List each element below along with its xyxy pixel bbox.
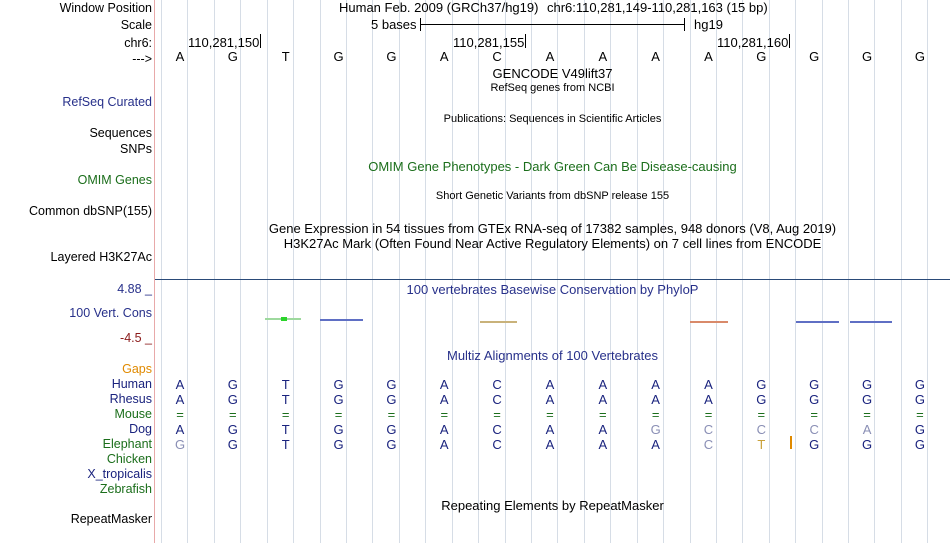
aligned-base: G [227, 392, 238, 407]
aligned-base: G [174, 437, 186, 452]
aligned-base: C [492, 422, 502, 437]
dbsnp-track-label[interactable]: Common dbSNP(155) [29, 204, 152, 218]
db-text: hg19 [694, 17, 723, 32]
phylop-bar-5 [796, 321, 839, 323]
aligned-base: A [439, 392, 449, 407]
aligned-base: G [756, 377, 767, 392]
aligned-base: A [598, 437, 608, 452]
sequence-base: G [861, 49, 873, 64]
sequences-track-label[interactable]: Sequences [89, 126, 152, 140]
scale-bar [420, 24, 685, 25]
coord-tick-2 [525, 34, 526, 48]
aligned-base: G [333, 422, 344, 437]
aligned-base: G [650, 422, 661, 437]
aligned-base: A [175, 392, 185, 407]
aligned-base: G [227, 377, 238, 392]
assembly-text: Human Feb. 2009 (GRCh37/hg19) [339, 0, 539, 15]
sequence-base: A [704, 49, 713, 64]
scale-bar-right-tick [684, 18, 685, 31]
species-label-dog[interactable]: Dog [129, 422, 152, 436]
sequence-base: A [545, 49, 555, 64]
refseq-track-title[interactable]: RefSeq genes from NCBI [490, 82, 615, 94]
aligned-base: G [861, 392, 873, 407]
aligned-base: T [281, 437, 290, 452]
gencode-track-title[interactable]: GENCODE V49lift37 [492, 66, 613, 81]
aligned-base: G [809, 392, 820, 407]
species-label-mouse[interactable]: Mouse [114, 407, 152, 421]
aligned-base: G [809, 437, 820, 452]
species-label-zebrafish[interactable]: Zebrafish [99, 482, 152, 496]
aligned-base: C [492, 437, 502, 452]
phylop-track-label[interactable]: 100 Vert. Cons [69, 306, 152, 320]
scale-label[interactable]: Scale [120, 18, 152, 32]
aligned-base: = [651, 407, 660, 422]
aligned-base: = [863, 407, 871, 422]
aligned-base: A [704, 377, 713, 392]
aligned-base: G [386, 377, 397, 392]
aligned-base: A [704, 392, 713, 407]
sequence-base: G [227, 49, 238, 64]
aligned-base: A [545, 422, 555, 437]
alignment-gap-marker [790, 436, 792, 449]
coord-tick-1 [260, 34, 261, 48]
aligned-base: = [704, 407, 713, 422]
omim-track-title[interactable]: OMIM Gene Phenotypes - Dark Green Can Be Disease-causing [368, 159, 737, 174]
aligned-base: G [861, 437, 873, 452]
phylop-max-value: 4.88 _ [117, 282, 152, 296]
aligned-base: = [387, 407, 396, 422]
aligned-base: G [914, 392, 925, 407]
coord-label-1: 110,281,150 [188, 35, 260, 50]
aligned-base: G [914, 377, 925, 392]
aligned-base: = [810, 407, 818, 422]
sequence-base: A [651, 49, 660, 64]
aligned-base: T [281, 392, 290, 407]
window-position-label[interactable]: Window Position [59, 1, 152, 15]
phylop-peak-1 [281, 317, 287, 321]
aligned-base: G [333, 377, 344, 392]
aligned-base: = [599, 407, 607, 422]
species-label-x_tropicalis[interactable]: X_tropicalis [87, 467, 152, 481]
coord-label-2: 110,281,155 [453, 35, 525, 50]
aligned-base: = [229, 407, 237, 422]
aligned-base: A [651, 437, 660, 452]
aligned-base: A [545, 437, 555, 452]
aligned-base: G [227, 422, 238, 437]
aligned-base: A [598, 392, 608, 407]
species-label-elephant[interactable]: Elephant [102, 437, 152, 451]
sequence-base: A [439, 49, 449, 64]
aligned-base: G [914, 422, 925, 437]
h3k27ac-track-title[interactable]: H3K27Ac Mark (Often Found Near Active Regulatory Elements) on 7 cell lines from ENCODE [283, 236, 822, 251]
aligned-base: A [439, 422, 449, 437]
gaps-track-label[interactable]: Gaps [122, 362, 152, 376]
omim-track-label[interactable]: OMIM Genes [77, 173, 152, 187]
sequence-base: G [809, 49, 820, 64]
aligned-base: C [492, 377, 502, 392]
aligned-base: A [439, 437, 449, 452]
aligned-base: C [703, 422, 714, 437]
aligned-base: G [386, 392, 397, 407]
sequence-base: G [756, 49, 767, 64]
position-text: chr6:110,281,149-110,281,163 (15 bp) [547, 0, 768, 15]
sequence-base: A [175, 49, 185, 64]
sequence-base: G [914, 49, 925, 64]
aligned-base: A [598, 377, 608, 392]
aligned-base: A [175, 377, 185, 392]
phylop-bar-2 [320, 319, 363, 321]
sequence-base: A [598, 49, 608, 64]
aligned-base: A [651, 392, 660, 407]
aligned-base: G [809, 377, 820, 392]
sequence-base: G [386, 49, 397, 64]
snps-track-label[interactable]: SNPs [120, 142, 152, 156]
aligned-base: A [175, 422, 185, 437]
sequence-base: T [281, 49, 290, 64]
sequence-base: C [492, 49, 502, 64]
aligned-base: = [334, 407, 343, 422]
phylop-bar-6 [850, 321, 892, 323]
aligned-base: C [756, 422, 767, 437]
aligned-base: A [651, 377, 660, 392]
aligned-base: C [703, 437, 714, 452]
sequence-base: G [333, 49, 344, 64]
aligned-base: G [333, 392, 344, 407]
chrom-label[interactable]: chr6: [124, 36, 152, 50]
phylop-track-title[interactable]: 100 vertebrates Basewise Conservation by PhyloP [406, 282, 699, 297]
aligned-base: A [439, 377, 449, 392]
h3k27ac-track-label[interactable]: Layered H3K27Ac [50, 250, 152, 264]
aligned-base: G [227, 437, 238, 452]
dbsnp-track-title[interactable]: Short Genetic Variants from dbSNP release 155 [435, 190, 670, 202]
strand-arrow-label[interactable]: ---> [132, 52, 152, 66]
aligned-base: T [757, 437, 766, 452]
publications-track-title[interactable]: Publications: Sequences in Scientific Articles [443, 113, 662, 125]
aligned-base: A [862, 422, 872, 437]
aligned-base: G [914, 437, 925, 452]
aligned-base: = [281, 407, 290, 422]
aligned-base: = [916, 407, 924, 422]
aligned-base: A [545, 392, 555, 407]
phylop-bar-4 [690, 321, 728, 323]
refseq-track-label[interactable]: RefSeq Curated [62, 95, 152, 109]
gtex-track-title[interactable]: Gene Expression in 54 tissues from GTEx RNA-seq of 17382 samples, 948 donors (V8, Aug 2019) [268, 221, 837, 236]
aligned-base: = [757, 407, 766, 422]
aligned-base: C [492, 392, 502, 407]
aligned-base: G [386, 422, 397, 437]
scale-text: 5 bases [371, 17, 417, 32]
aligned-base: = [546, 407, 554, 422]
multiz-track-title[interactable]: Multiz Alignments of 100 Vertebrates [446, 348, 658, 363]
repeatmasker-track-title[interactable]: Repeating Elements by RepeatMasker [441, 498, 664, 513]
phylop-bar-3 [480, 321, 517, 323]
species-label-human[interactable]: Human [111, 377, 152, 391]
aligned-base: G [861, 377, 873, 392]
aligned-base: A [545, 377, 555, 392]
aligned-base: C [809, 422, 819, 437]
repeatmasker-track-label[interactable]: RepeatMasker [70, 512, 152, 526]
track-separator [155, 279, 950, 280]
aligned-base: T [281, 377, 290, 392]
aligned-base: G [756, 392, 767, 407]
aligned-base: = [493, 407, 501, 422]
species-label-chicken[interactable]: Chicken [106, 452, 152, 466]
coord-label-3: 110,281,160 [717, 35, 789, 50]
aligned-base: G [333, 437, 344, 452]
phylop-min-value: -4.5 _ [120, 331, 152, 345]
aligned-base: = [440, 407, 449, 422]
aligned-base: = [176, 407, 184, 422]
aligned-base: T [281, 422, 290, 437]
coord-tick-3 [789, 34, 790, 48]
aligned-base: G [386, 437, 397, 452]
species-label-rhesus[interactable]: Rhesus [109, 392, 152, 406]
aligned-base: A [598, 422, 608, 437]
